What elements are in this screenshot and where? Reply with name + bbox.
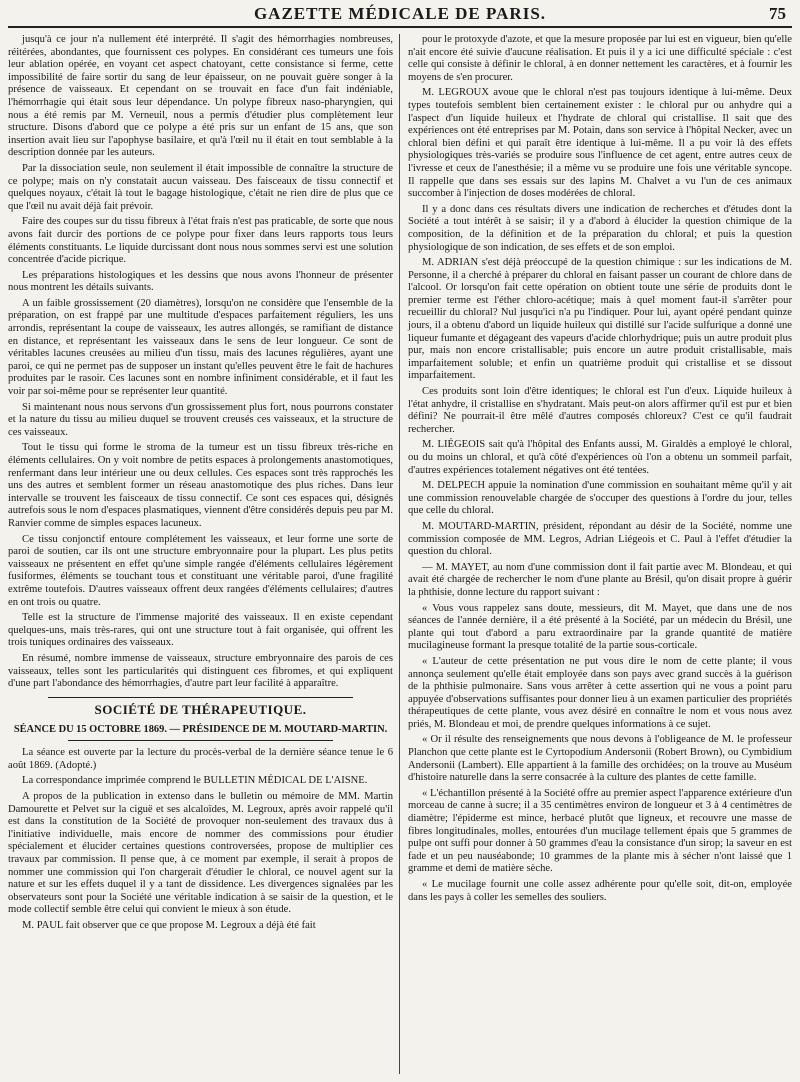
paragraph: — M. MAYET, au nom d'une commission dont il fait partie avec M. Blondeau, et qui avait été chargée de rechercher le nom d'une plante au Brésil, qu'on disait propre à guérir la phthisie, donne lecture du rapport suivant : (408, 561, 792, 598)
paragraph: Ce tissu conjonctif entoure complétement les vaisseaux, et leur forme une sorte de paroi de soutien, car ils ont une structure embryonnaire pour la plupart. Les plus petits vaisseaux ne présentent en effet qu'une simple rangée d'éléments cellulaires légèrement fusiformes, éléments se touchant tous et constituant une véritable paroi, d'une fragilité extrême toutefois. D'autres vaisseaux offrent deux rangées d'éléments cellulaires; d'autres en ont trois ou quatre. (8, 533, 393, 608)
section-divider (48, 697, 353, 698)
section-title: SOCIÉTÉ DE THÉRAPEUTIQUE. (94, 701, 307, 717)
section-divider (68, 740, 333, 741)
seance-line: SÉANCE DU 15 OCTOBRE 1869. — PRÉSIDENCE DE M. MOUTARD-MARTIN. (13, 723, 388, 735)
paragraph: M. LIÉGEOIS sait qu'à l'hôpital des Enfants aussi, M. Giraldès a employé le chloral, ou du moins un chloral, et qu'à côté d'expériences où l'on a obtenu un sommeil parfait, d'autres expériences totalement négatives ont été tentées. (408, 439, 792, 476)
paragraph: Ces produits sont loin d'être identiques; le chloral est l'un d'eux. Liquide huileux à l'état anhydre, il cristallise en s'hydratant. Mais peut-on alors affirmer qu'il est pur et bien défini? Ne pourrait-il être mêlé d'autres composés chloreux? C'est ce qu'il faudrait rechercher. (408, 386, 792, 435)
paragraph: La correspondance imprimée comprend le BULLETIN MÉDICAL DE L'AISNE. (22, 775, 368, 787)
paragraph: La séance est ouverte par la lecture du procès-verbal de la dernière séance tenue le 6 août 1869. (Adopté.) (8, 747, 393, 771)
paragraph: jusqu'à ce jour n'a nullement été interprété. Il s'agit des hémorrhagies nombreuses, réitérées, abondantes, que fournissent ces polypes. En considérant ces tumeurs une fois leur ablation opérée, en voyant cet aspect chatoyant, cette consistance si ferme, cette impossibilité de faire sortir du sang de leur épaisseur, on ne pouvait guère songer à la présence de vaisseaux. Et cependant on se trouvait en face d'un fait indéniable, l'hémorrhagie qui était sous leur dépendance. Un polype fibreux naso-pharyngien, qui nous a été remis par M. Verneuil, nous a permis d'étudier plus complètement leur structure. Disons d'abord que ce polype a été pris sur un enfant de 15 ans, que son insertion avait lieu sur l'apophyse basilaire, et qu'à l'œil nu il était en tout semblable à la description donnée par les auteurs. (8, 34, 393, 159)
paragraph: « L'échantillon présenté à la Société offre au premier aspect l'apparence extérieure d'un morceau de canne à sucre; il a 35 centimètres environ de longueur et 3 à 4 centimètres de diamètre; l'épiderme est mince, herbacé plutôt que ligneux, et recouvre une masse de fibres longitudinales, molles, entourées d'un mucilage tellement épais que 5 grammes de pulpe ont suffi pour donner à 50 grammes d'eau la consistance d'un sirop; la saveur en est fade et un peu nauséabonde; 10 grammes de la plante mis à sécher n'ont laissé que 1 gramme et demi de matière sèche. (408, 787, 792, 875)
paragraph: « Or il résulte des renseignements que nous devons à l'obligeance de M. le professeur Planchon que cette plante est le Cyrtopodium Andersonii (Robert Brown), ou Cymbidium Andersonii (Lambert). Elle appartient à la famille des orchidées; on la trouve au Muséum d'histoire naturelle dans la serre consacrée à la culture des plantes de cette famille. (408, 734, 792, 784)
paragraph: A un faible grossissement (20 diamètres), lorsqu'on ne considère que l'ensemble de la préparation, on est frappé par une multitude d'espaces parfaitement réguliers, les uns arrondis, représentant la coupe de vaisseaux, les autres allongés, se ramifiant de distance en distance, et représentant les vaisseaux dans le sens de leur longueur. Ce sont de véritables lacunes creusées au milieu d'un tissu, mais des lacunes régulières, ayant une paroi, ce qui ne permet pas de supposer un instant qu'elles peuvent être le fait de hachures produites par le rasoir. Ces lacunes sont en nombre infiniment considérable, et il faut les voir par soi-même pour se représenter leur quantité. (8, 297, 393, 398)
paragraph: Telle est la structure de l'immense majorité des vaisseaux. Il en existe cependant quelques-uns, mais très-rares, qui ont une structure tout à fait organisée, qui offrent les trois tuniques ordinaires des vaisseaux. (8, 612, 393, 649)
paragraph: « Le mucilage fournit une colle assez adhérente pour qu'elle soit, dit-on, employée dans les pays à coller les semelles des souliers. (408, 879, 792, 903)
left-column (8, 34, 400, 1074)
masthead-title: GAZETTE MÉDICALE DE PARIS. (253, 4, 547, 23)
paragraph: En résumé, nombre immense de vaisseaux, structure embryonnaire des parois de ces vaisseaux, telles sont les particularités qui distinguent ces fibromes, et qui expliquent d'une part l'abondance des hémorrhagies, d'autre part leur facilité à apparaître. (8, 652, 393, 690)
paragraph: M. DELPECH appuie la nomination d'une commission en souhaitant même qu'il y ait une commission renouvelable chargée de s'occuper des questions à l'ordre du jour, telles que celle du chloral. (408, 480, 792, 517)
paragraph: M. PAUL fait observer que ce que propose M. Legroux a déjà été fait (22, 920, 316, 931)
paragraph: Il y a donc dans ces résultats divers une indication de recherches et d'études dont la Société a tout intérêt à se saisir; il y a d'abord à élucider la question chimique de la composition, de la définition et de la préparation du chloral; et puis la question physiologique de son indication, de ses effets et de son emploi. (408, 203, 792, 253)
right-column (400, 34, 792, 1074)
paragraph: M. ADRIAN s'est déjà préoccupé de la question chimique : sur les indications de M. Personne, il a cherché à préparer du chloral en faisant passer un courant de chlore dans de l'alcool. Or lorsqu'on fait cette opération on obtient toute une série de produits dont le premier terme est l'éther chloro-acétique; mais à quel moment faut-il s'arrêter pour recueillir du chloral? Nul jusqu'ici n'a pu l'indiquer. Pour lui, ayant opéré pendant quinze jours, il a obtenu d'abord un liquide huileux qui distillé sur l'acide sulfurique a donné une liqueur fumante et dégageant des vapeurs d'acide chlorhydrique; puis un autre produit plus pur, mais non encore cristallisable; puis encore un autre produit cristallisable, mais imparfaitement soluble; et enfin un quatrième produit qui cristallise et se dissout imparfaitement. (408, 257, 792, 382)
paragraph: M. MOUTARD-MARTIN, président, répondant au désir de la Société, nomme une commission composée de MM. Legros, Adrian Liégeois et C. Paul à l'effet d'étudier la question du chloral. (408, 520, 792, 558)
page-header (8, 0, 792, 28)
paragraph: Tout le tissu qui forme le stroma de la tumeur est un tissu fibreux très-riche en éléments cellulaires. On y voit nombre de petits espaces à prolongements anastomotiques, renfermant dans leur intérieur une ou deux cellules. Ces espaces sont très rapprochés les uns des autres et semblent former un réseau anastomotique des plus riches. Dans leur intervalle se trouvent les faisceaux de tissu connectif. Ce sont ces espaces qui, désignés autrefois sous le nom d'espaces plasmatiques, viennent d'être considérés depuis peu par M. Ranvier comme de simples espaces lacuneux. (8, 442, 393, 529)
paragraph: Si maintenant nous nous servons d'un grossissement plus fort, nous pourrons constater et la nature du tissu au milieu duquel se trouvent creusés ces vaisseaux, et la structure de ces vaisseaux. (8, 401, 393, 438)
paragraph: Faire des coupes sur du tissu fibreux à l'état frais n'est pas praticable, de sorte que nous avons fait durcir des portions de ce polype pour fixer dans leurs rapports tous leurs éléments constituants. Le liquide durcissant dont nous nous sommes servi est une solution concentrée d'acide picrique. (8, 216, 393, 266)
paragraph: pour le protoxyde d'azote, et que la mesure proposée par lui est en vigueur, bien qu'elle n'ait encore été suivie d'aucune réalisation. Et puis il y a ici une difficulté spéciale : c'est celle qui consiste à définir le chloral, à en donner nettement les caractères, et à fournir les moyens de s'en procurer. (408, 34, 792, 83)
paragraph: M. LEGROUX avoue que le chloral n'est pas toujours identique à lui-même. Deux types toutefois semblent bien certainement exister : le chloral pur ou anhydre qui a l'aspect d'un liquide huileux et l'hydrate de chloral qui cristallise. Il sait que des expériences ont été entreprises par M. Potain, dans son service à l'hôpital Necker, avec un chloral bien défini et qui paraît être identique à lui-même. Il a pu voir là des effets physiologiques très-variés se produire sous l'influence de cet agent, entre autres ceux de l'ivresse et ceux de l'anesthésie; il a même vu se produire une fois une véritable syncope. Il rappelle que dans ses essais sur des lapins M. Chalvet a vu l'un de ces animaux succomber à l'injection de doses modérées de chloral. (408, 87, 792, 200)
paragraph: « L'auteur de cette présentation ne put vous dire le nom de cette plante; il vous annonça seulement qu'elle était employée dans son pays avec grand succès à la guérison de la phthisie pulmonaire. Sans vous arrêter à cette assertion qui ne vous a point paru appuyée d'observations suffisantes pour donner lieu à un examen particulier des propriétés thérapeutiques de cette plante, vous avez désiré en connaître le nom et vous nous avez priés, M. Blondeau et moi, de prendre quelques informations à ce sujet. (408, 655, 792, 730)
paragraph: Les préparations histologiques et les dessins que nous avons l'honneur de présenter nous montrent les détails suivants. (8, 269, 393, 294)
paragraph: Par la dissociation seule, non seulement il était impossible de connaître la structure de ce polype; mais on n'y constatait aucun vaisseau. Des faisceaux de tissu connectif et quelques noyaux, c'était là tout le bagage histologique, c'était ne rien dire de plus que ce que l'œil nu avait déjà fait prévoir. (8, 162, 393, 212)
page-number: 75 (769, 4, 786, 23)
paragraph: « Vous vous rappelez sans doute, messieurs, dit M. Mayet, que dans une de nos séances de l'année dernière, il a été présenté à la Société, par un médecin du Brésil, une plante qui tout d'abord a paru extraordinaire par la grande quantité de matière mucilagineuse formant la presque totalité de la partie sous-corticale. (408, 602, 792, 652)
paragraph: A propos de la publication in extenso dans le bulletin ou mémoire de MM. Martin Damourette et Pelvet sur la ciguë et ses alcaloïdes, M. Legroux, après avoir rappelé qu'il est dans la constitution de la Société de provoquer non-seulement des travaux dus à l'initiative individuelle, mais encore de nommer des commissions pour étudier spécialement et élucider certaines questions controversées, propose de multiplier ces travaux par commission. Il pense que, à ce moment par exemple, il serait à propos de nommer une commission qui l'on chargerait d'étudier le chloral, ce nouvel agent sur la nature et sur les effets duquel il y a tant de dissidence. Les divergences signalées par les observateurs sont pour la Société une véritable indication à se saisir de la question, et le mode collectif semble être celui qui convient le mieux à son étude. (8, 791, 393, 916)
text-columns (8, 34, 792, 1074)
